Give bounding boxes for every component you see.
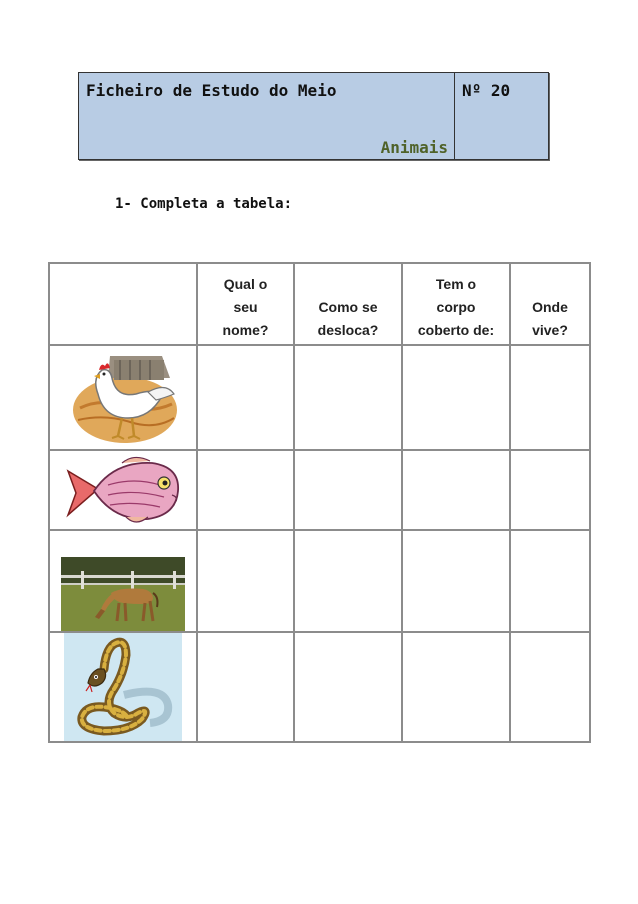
column-header-name: [197, 263, 294, 345]
snake-picture: [64, 633, 182, 741]
column-header-habitat-line1: Onde: [532, 299, 568, 315]
animal-image-cell: [49, 450, 197, 530]
fish-picture: [64, 455, 184, 527]
answer-cell[interactable]: [294, 450, 402, 530]
answer-cell[interactable]: [294, 345, 402, 450]
worksheet-number: Nº 20: [462, 81, 511, 100]
table-row: [49, 345, 590, 450]
column-header-habitat-line2: vive?: [532, 322, 568, 338]
header-number-cell: [455, 73, 548, 159]
animals-table: [48, 262, 591, 743]
column-header-covering-line1: Tem o: [435, 276, 477, 292]
animal-image-cell: [49, 530, 197, 632]
answer-cell[interactable]: [197, 632, 294, 742]
column-header-body-covering: [402, 263, 510, 345]
animal-image-cell: [49, 632, 197, 742]
header-blank-cell: [49, 263, 197, 345]
answer-cell[interactable]: [510, 632, 590, 742]
answer-cell[interactable]: [402, 345, 510, 450]
column-header-movement: [294, 263, 402, 345]
column-header-name-line2: seu: [233, 299, 258, 315]
table-row: [49, 632, 590, 742]
column-header-covering-line2: corpo: [436, 299, 476, 315]
answer-cell[interactable]: [294, 632, 402, 742]
worksheet-title: Ficheiro de Estudo do Meio: [86, 81, 337, 100]
column-header-name-line1: Qual o: [223, 276, 268, 292]
foal-picture: [61, 557, 185, 631]
worksheet-header: [78, 72, 549, 160]
column-header-movement-line2: desloca?: [317, 322, 379, 338]
instruction-text: 1- Completa a tabela:: [115, 196, 293, 212]
table-header-row: [49, 263, 590, 345]
answer-cell[interactable]: [510, 530, 590, 632]
answer-cell[interactable]: [294, 530, 402, 632]
answer-cell[interactable]: [402, 450, 510, 530]
column-header-name-line3: nome?: [222, 322, 269, 338]
answer-cell[interactable]: [402, 530, 510, 632]
column-header-movement-line1: Como se: [318, 299, 378, 315]
column-header-habitat: [510, 263, 590, 345]
table-row: [49, 450, 590, 530]
answer-cell[interactable]: [197, 345, 294, 450]
table-row: [49, 530, 590, 632]
answer-cell[interactable]: [197, 530, 294, 632]
answer-cell[interactable]: [510, 450, 590, 530]
header-title-cell: [79, 73, 455, 159]
hen-picture: [70, 348, 180, 446]
answer-cell[interactable]: [402, 632, 510, 742]
column-header-covering-line3: coberto de:: [417, 322, 495, 338]
animal-image-cell: [49, 345, 197, 450]
answer-cell[interactable]: [197, 450, 294, 530]
worksheet-subtitle: Animais: [380, 138, 448, 157]
answer-cell[interactable]: [510, 345, 590, 450]
